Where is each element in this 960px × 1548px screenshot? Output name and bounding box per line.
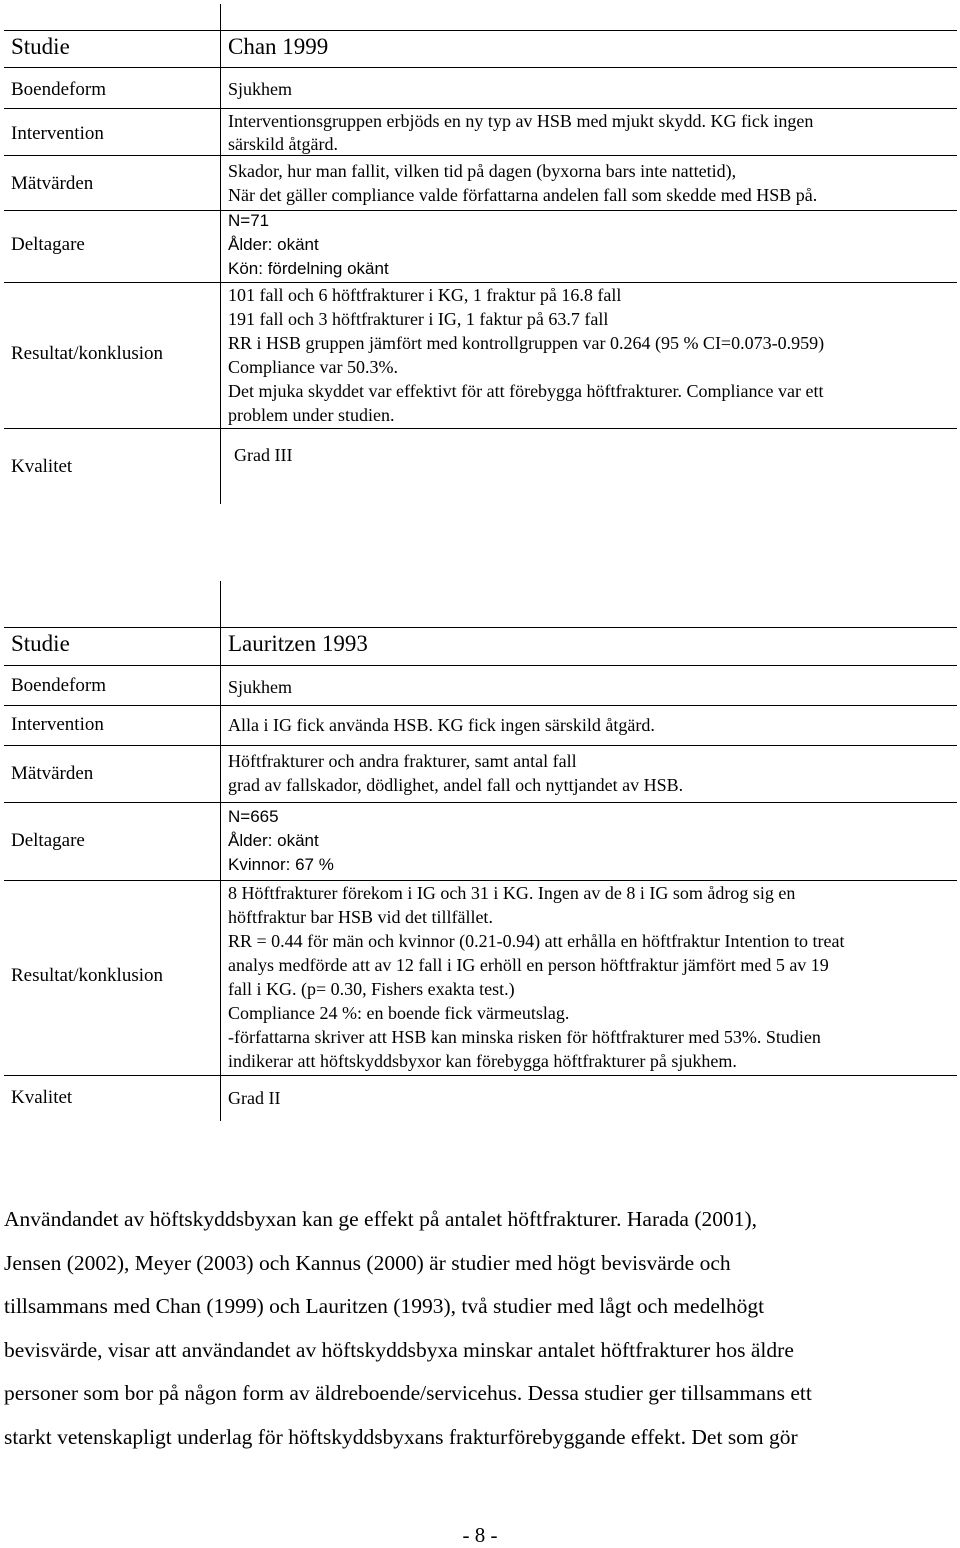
row-divider [4,108,957,109]
row-value [228,713,954,737]
value-line: indikerar att höftskyddsbyxor kan förebygga höftfrakturer på sjukhem. [228,1051,737,1071]
column-divider [220,4,221,504]
page-number: - 8 - [462,1523,498,1547]
value-line: Ålder: okänt [228,235,319,254]
row-value [228,159,954,207]
value-line: Compliance var 50.3%. [228,357,398,377]
row-divider [4,428,957,429]
row-label: Deltagare [11,234,85,255]
value-line: RR = 0.44 för män och kvinnor (0.21-0.94) att erhålla en höftfraktur Intention to treat [228,931,845,951]
paragraph-line: tillsammans med Chan (1999) och Lauritzen (1993), två studier med lågt och medelhögt [4,1294,765,1319]
value-line: Grad III [234,445,293,465]
row-value [228,881,954,1073]
value-line: När det gäller compliance valde författarna andelen fall som skedde med HSB på. [228,185,818,205]
value-line: grad av fallskador, dödlighet, andel fall och nyttjandet av HSB. [228,775,684,795]
row-divider [4,665,957,666]
value-line: Kvinnor: 67 % [228,855,334,874]
row-divider [4,67,957,68]
value-line: 8 Höftfrakturer förekom i IG och 31 i KG. Ingen av de 8 i IG som ådrog sig en [228,883,796,903]
row-label: Boendeform [11,79,106,100]
study-label: Studie [11,34,70,59]
row-label: Kvalitet [11,1087,73,1108]
value-line: Höftfrakturer och andra frakturer, samt antal fall [228,751,577,771]
paragraph-line: personer som bor på någon form av äldreboende/servicehus. Dessa studier ger tillsammans ett [4,1381,812,1406]
value-line: Interventionsgruppen erbjöds en ny typ av HSB med mjukt skydd. KG fick ingen [228,111,814,131]
value-line: fall i KG. (p= 0.30, Fishers exakta test.) [228,979,515,999]
value-line: Skador, hur man fallit, vilken tid på dagen (byxorna bars inte nattetid), [228,161,737,181]
row-label: Mätvärden [11,763,94,784]
row-value [228,77,954,101]
row-divider [4,627,957,628]
row-label: Resultat/konklusion [11,965,163,986]
study-name: Chan 1999 [228,34,329,59]
value-line: Det mjuka skyddet var effektivt för att förebygga höftfrakturer. Compliance var ett [228,381,824,401]
value-line: Sjukhem [228,677,293,697]
row-value [228,1086,954,1110]
row-value [228,283,954,427]
value-line: RR i HSB gruppen jämfört med kontrollgruppen var 0.264 (95 % CI=0.073-0.959) [228,333,825,353]
conclusion-paragraph [4,1198,956,1460]
row-value [234,443,960,467]
value-line: analys medförde att av 12 fall i IG erhöll en person höftfraktur jämfört med 5 av 19 [228,955,829,975]
value-line: 101 fall och 6 höftfrakturer i KG, 1 fraktur på 16.8 fall [228,285,622,305]
value-line: Kön: fördelning okänt [228,259,389,278]
row-value [228,110,954,156]
value-line: Alla i IG fick använda HSB. KG fick ingen särskild åtgärd. [228,715,655,735]
value-line: särskild åtgärd. [228,134,338,154]
value-line: Grad II [228,1088,281,1108]
row-label: Mätvärden [11,173,94,194]
value-line: Ålder: okänt [228,831,319,850]
row-value [228,675,954,699]
paragraph-line: starkt vetenskapligt underlag för höftskyddsbyxans frakturförebyggande effekt. Det som gör [4,1424,798,1449]
paragraph-line: Användandet av höftskyddsbyxan kan ge effekt på antalet höftfrakturer. Harada (2001), [4,1207,758,1231]
row-divider [4,705,957,706]
value-line: höftfraktur bar HSB vid det tillfället. [228,907,493,927]
value-line: -författarna skriver att HSB kan minska risken för höftfrakturer med 53%. Studien [228,1027,821,1047]
row-value [228,749,954,797]
value-line: 191 fall och 3 höftfrakturer i IG, 1 faktur på 63.7 fall [228,309,609,329]
row-label: Resultat/konklusion [11,343,163,364]
row-label: Kvalitet [11,456,73,477]
paragraph-line: bevisvärde, visar att användandet av höftskyddsbyxa minskar antalet höftfrakturer hos äldre [4,1337,794,1362]
value-line: N=71 [228,211,270,230]
paragraph-line: Jensen (2002), Meyer (2003) och Kannus (2000) är studier med högt bevisvärde och [4,1250,731,1275]
row-label: Intervention [11,714,104,735]
row-value [228,805,954,877]
row-label: Intervention [11,123,104,144]
row-label: Boendeform [11,675,106,696]
value-line: problem under studien. [228,405,395,425]
row-divider [4,30,957,31]
study-label: Studie [11,631,70,656]
column-divider [220,581,221,1121]
row-divider [4,745,957,746]
row-label: Deltagare [11,830,85,851]
row-divider [4,802,957,803]
row-divider [4,1075,957,1076]
value-line: Compliance 24 %: en boende fick värmeutslag. [228,1003,570,1023]
value-line: Sjukhem [228,79,293,99]
row-value [228,209,954,281]
value-line: N=665 [228,807,279,826]
study-name: Lauritzen 1993 [228,631,368,656]
